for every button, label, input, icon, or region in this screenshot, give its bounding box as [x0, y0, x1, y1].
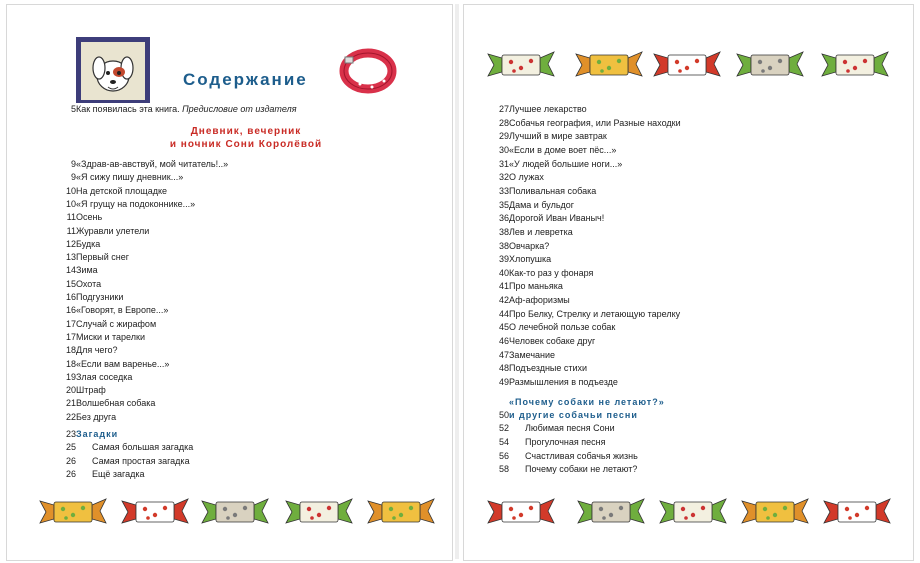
entry-title: Аф-афоризмы	[509, 295, 570, 306]
page-number: 39	[498, 254, 509, 265]
entry-title: Любимая песня Сони	[525, 423, 615, 434]
page-number: 17	[65, 331, 76, 342]
page-number: 46	[498, 336, 509, 347]
page-number: 10	[65, 185, 76, 196]
candy-icon	[574, 46, 644, 82]
section-title-line: «Почему собаки не летают?»	[509, 396, 665, 407]
candy-icon	[200, 493, 270, 529]
entry-title: Лучшее лекарство	[509, 104, 587, 114]
page-number: 22	[65, 411, 76, 422]
page-number: 27	[498, 104, 509, 114]
page-number: 16	[65, 305, 76, 316]
candy-icon	[822, 493, 892, 529]
entry-title: Охота	[76, 278, 102, 289]
section-title-line: и другие собачьи песни	[509, 409, 638, 420]
page-number: 5	[70, 104, 76, 114]
page-number: 11	[66, 212, 76, 223]
entry-title: Дама и бульдог	[509, 199, 575, 210]
page-number: 21	[65, 398, 76, 409]
page-number: 16	[65, 292, 76, 302]
page-number: 44	[498, 308, 509, 319]
page-number: 52	[498, 423, 509, 434]
entry-title: Поливальная собака	[509, 185, 597, 196]
section-title-line: и ночник Сони Королёвой	[169, 139, 323, 150]
page-number: 17	[65, 318, 76, 329]
entry-title: На детской площадке	[76, 185, 167, 196]
candy-icon	[576, 493, 646, 529]
page-number: 38	[498, 226, 509, 237]
entry-title: Подгузники	[76, 292, 124, 302]
page-number: 12	[65, 238, 76, 249]
section-riddles-title: Загадки	[76, 429, 119, 439]
page-number: 10	[65, 198, 76, 209]
page-number: 49	[498, 377, 509, 387]
entry-title: Миски и тарелки	[76, 331, 145, 342]
section-title-line: Дневник, вечерник	[190, 126, 302, 137]
candy-icon	[740, 493, 810, 529]
dog-portrait-icon	[76, 37, 150, 105]
section-diary-title	[116, 125, 376, 151]
entry-title: Хлопушка	[509, 254, 552, 265]
page-number: 15	[65, 278, 76, 289]
intro-subtitle: Предисловие от издателя	[182, 104, 297, 114]
entry-title: Штраф	[76, 385, 106, 396]
page-number: 32	[498, 172, 509, 183]
entry-title: Собачья география, или Разные находки	[509, 117, 681, 128]
candy-icon	[735, 46, 805, 82]
candy-icon	[652, 46, 722, 82]
entry-title: Журавли улетели	[76, 225, 150, 236]
page-number: 48	[498, 363, 509, 374]
entry-title: Осень	[76, 212, 103, 223]
entry-title: Подъездные стихи	[509, 363, 588, 374]
entry-title: Самая простая загадка	[92, 455, 190, 466]
entry-title: Будка	[76, 238, 101, 249]
entry-title: Размышления в подъезде	[509, 377, 618, 387]
entry-title: Прогулочная песня	[525, 436, 606, 447]
page-number: 40	[498, 267, 509, 278]
entry-title: Волшебная собака	[76, 398, 156, 409]
entry-title: Как-то раз у фонаря	[509, 267, 594, 278]
page-number: 9	[70, 172, 76, 183]
page-number: 28	[498, 117, 509, 128]
candy-icon	[38, 493, 108, 529]
page-number: 47	[498, 349, 509, 360]
entry-title: Счастливая собачья жизнь	[525, 450, 638, 461]
entry-title: О лужах	[509, 172, 544, 183]
page-number: 45	[498, 322, 509, 333]
page-number: 30	[498, 144, 509, 155]
entry-title: Случай с жирафом	[76, 318, 157, 329]
book-spine	[455, 4, 459, 559]
candy-icon	[120, 493, 190, 529]
entry-title: О лечебной пользе собак	[509, 322, 616, 333]
entry-title: Дорогой Иван Иваныч!	[509, 213, 605, 224]
page-number: 26	[65, 455, 76, 466]
page-number: 56	[498, 450, 509, 461]
page-number: 54	[498, 436, 509, 447]
entry-title: «Если вам варенье...»	[76, 358, 170, 369]
entry-title: «Если в доме воет пёс...»	[509, 144, 617, 155]
section-songs-title	[509, 396, 829, 409]
page-number: 29	[498, 131, 509, 142]
page-number: 50	[498, 409, 509, 420]
page-number: 33	[498, 185, 509, 196]
page-number: 19	[65, 371, 76, 382]
candy-icon	[820, 46, 890, 82]
page-number: 36	[498, 213, 509, 224]
page-number: 20	[65, 385, 76, 396]
page-number: 9	[70, 159, 76, 169]
entry-title: Самая большая загадка	[92, 442, 194, 453]
page-number: 13	[65, 252, 76, 263]
entry-title: «У людей большие ноги...»	[509, 158, 623, 169]
entry-title: Первый снег	[76, 252, 130, 263]
entry-title: Для чего?	[76, 345, 118, 356]
entry-title: Злая соседка	[76, 371, 133, 382]
entry-title: Овчарка?	[509, 240, 550, 251]
page-number: 18	[65, 358, 76, 369]
page-number: 26	[65, 468, 76, 479]
page-number: 23	[65, 429, 76, 439]
entry-title: Человек собаке друг	[509, 336, 596, 347]
candy-icon	[486, 493, 556, 529]
page-number: 58	[498, 464, 509, 475]
dog-collar-icon	[338, 45, 400, 97]
page-number: 38	[498, 240, 509, 251]
entry-title: Про Белку, Стрелку и летающую тарелку	[509, 308, 681, 319]
candy-icon	[486, 46, 556, 82]
candy-icon	[284, 493, 354, 529]
page-number: 25	[65, 442, 76, 453]
entry-title: Лучший в мире завтрак	[509, 131, 607, 142]
page-number: 35	[498, 199, 509, 210]
entry-title: «Я сижу пишу дневник...»	[76, 172, 184, 183]
page-number: 18	[65, 345, 76, 356]
page-title: Содержание	[183, 70, 308, 89]
entry-title: «Говорят, в Европе...»	[76, 305, 169, 316]
entry-title: «Я грущу на подоконнике...»	[76, 198, 196, 209]
entry-title: Без друга	[76, 411, 117, 422]
entry-title: Лев и левретка	[509, 226, 573, 237]
entry-title: Про маньяка	[509, 281, 563, 292]
entry-title: Почему собаки не летают?	[525, 464, 638, 475]
entry-title: «Здрав-ав-авствуй, мой читатель!..»	[76, 159, 229, 169]
page-number: 11	[66, 225, 76, 236]
entry-title: Замечание	[509, 349, 556, 360]
candy-icon	[658, 493, 728, 529]
entry-title: Ещё загадка	[92, 468, 145, 479]
candy-icon	[366, 493, 436, 529]
page-number: 42	[498, 295, 509, 306]
page-number: 41	[498, 281, 509, 292]
page-number: 14	[65, 265, 76, 276]
intro-title: Как появилась эта книга.	[76, 104, 180, 114]
page-number: 31	[498, 158, 509, 169]
entry-title: Зима	[76, 265, 98, 276]
